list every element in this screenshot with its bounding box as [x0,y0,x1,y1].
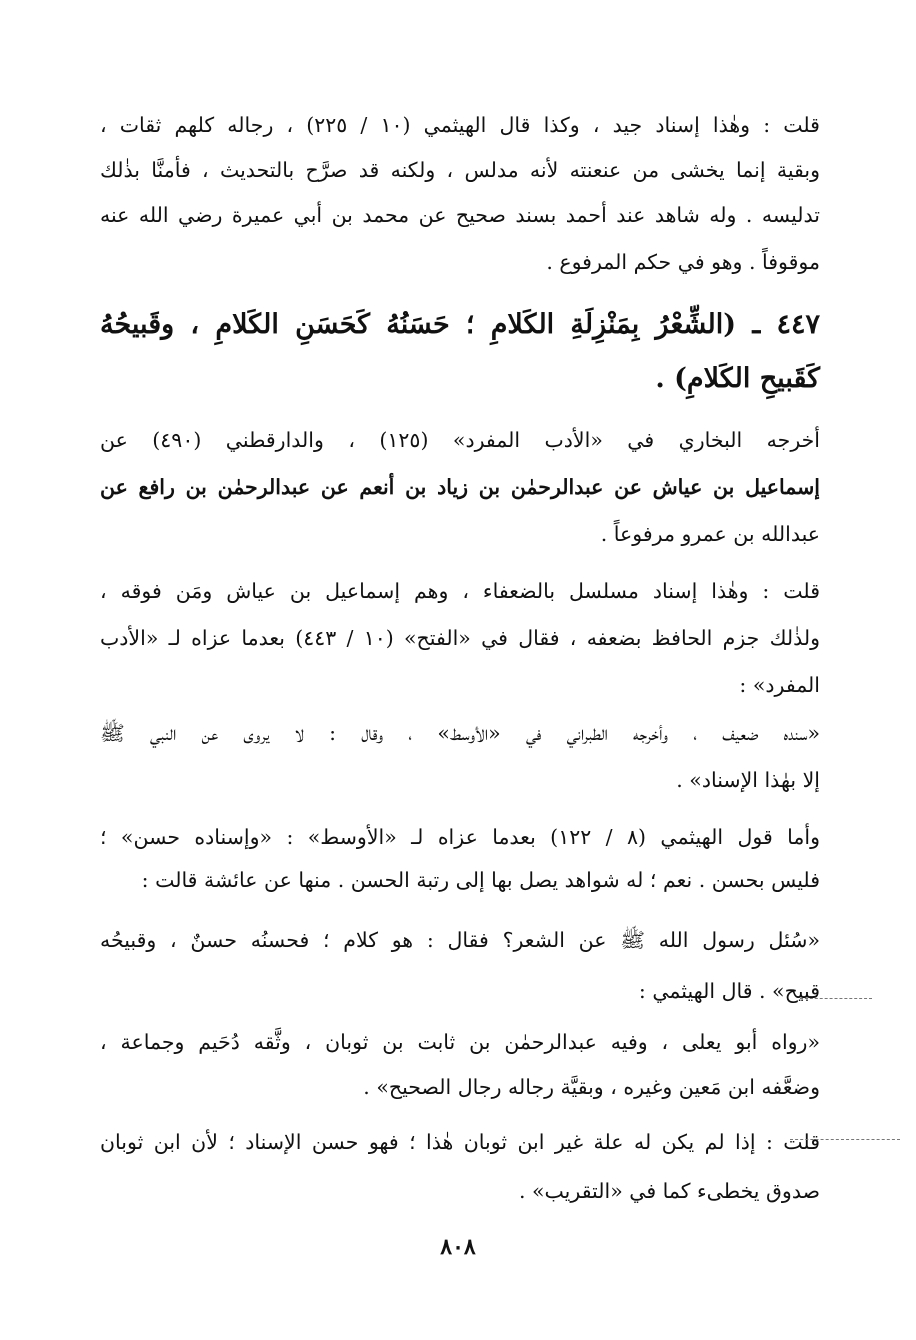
paragraph-7-line-2: قبيح» . قال الهيثمي : [638,979,820,1003]
paragraph-3-line-1: أخرجه البخاري في «الأدب المفرد» (١٢٥) ، والدارقطني (٤٩٠) عن [100,428,820,452]
paragraph-1-line-1: قلت : وهٰذا إسناد جيد ، وكذا قال الهيثمي (١٠ / ٢٢٥) ، رجاله كلهم ثقات ، [100,113,820,137]
paragraph-4-line-2: ولذٰلك جزم الحافظ بضعفه ، فقال في «الفتح» (١٠ / ٤٤٣) بعدما عزاه لـ «الأدب [100,626,820,650]
hadith-447-line-1: ٤٤٧ ـ (الشِّعْرُ بِمَنْزِلَةِ الكَلامِ ؛ حَسَنُهُ كَحَسَنِ الكَلامِ ، وقَبيحُهُ [100,309,820,340]
paragraph-8-line-1: «رواه أبو يعلى ، وفيه عبدالرحمٰن بن ثابت بن ثوبان ، وثَّقه دُحَيم وجماعة ، [100,1030,820,1054]
paragraph-4-line-3: المفرد» : [739,673,820,697]
hadith-447-line-2: كَقَبيحِ الكَلامِ) . [655,363,820,394]
paragraph-1-line-3: تدليسه . وله شاهد عند أحمد بسند صحيح عن محمد بن أبي عميرة رضي الله عنه [100,203,820,227]
paragraph-6-line-2: فليس بحسن . نعم ؛ له شواهد يصل بها إلى رتبة الحسن . منها عن عائشة قالت : [141,868,820,892]
paragraph-9-line-2: صدوق يخطىء كما في «التقريب» . [518,1179,820,1203]
paragraph-1-line-4: موقوفاً . وهو في حكم المرفوع . [546,250,820,274]
paragraph-3-line-3: عبدالله بن عمرو مرفوعاً . [600,522,820,546]
paragraph-5-line-2: إلا بهٰذا الإسناد» . [676,768,820,792]
paragraph-6-line-1: وأما قول الهيثمي (٨ / ١٢٢) بعدما عزاه لـ «الأوسط» : «وإسناده حسن» ؛ [100,825,820,849]
paragraph-3-line-2: إسماعيل بن عياش عن عبدالرحمٰن بن زياد بن أنعم عن عبدالرحمٰن بن رافع عن [100,475,820,499]
paragraph-5-line-1: «سنده ضعيف ، وأخرجه الطبراني في «الأوسط» ، وقال : لا يروى عن النبي ﷺ [100,721,820,745]
page-number: ٨٠٨ [440,1234,476,1260]
margin-dash-mark [800,998,872,999]
paragraph-9-line-1: قلت : إذا لم يكن له علة غير ابن ثوبان هٰذا ؛ فهو حسن الإسناد ؛ لأن ابن ثوبان [100,1130,820,1154]
paragraph-1-line-2: وبقية إنما يخشى من عنعنته لأنه مدلس ، ولكنه قد صرَّح بالتحديث ، فأمنَّا بذٰلك [100,158,820,182]
paragraph-8-line-2: وضعَّفه ابن مَعين وغيره ، وبقيَّة رجاله رجال الصحيح» . [363,1075,820,1099]
paragraph-4-line-1: قلت : وهٰذا إسناد مسلسل بالضعفاء ، وهم إسماعيل بن عياش ومَن فوقه ، [100,579,820,603]
margin-dash-mark [790,1139,900,1140]
paragraph-7-line-1: «سُئل رسول الله ﷺ عن الشعر؟ فقال : هو كلام ؛ فحسنُه حسنٌ ، وقبيحُه [100,928,820,952]
